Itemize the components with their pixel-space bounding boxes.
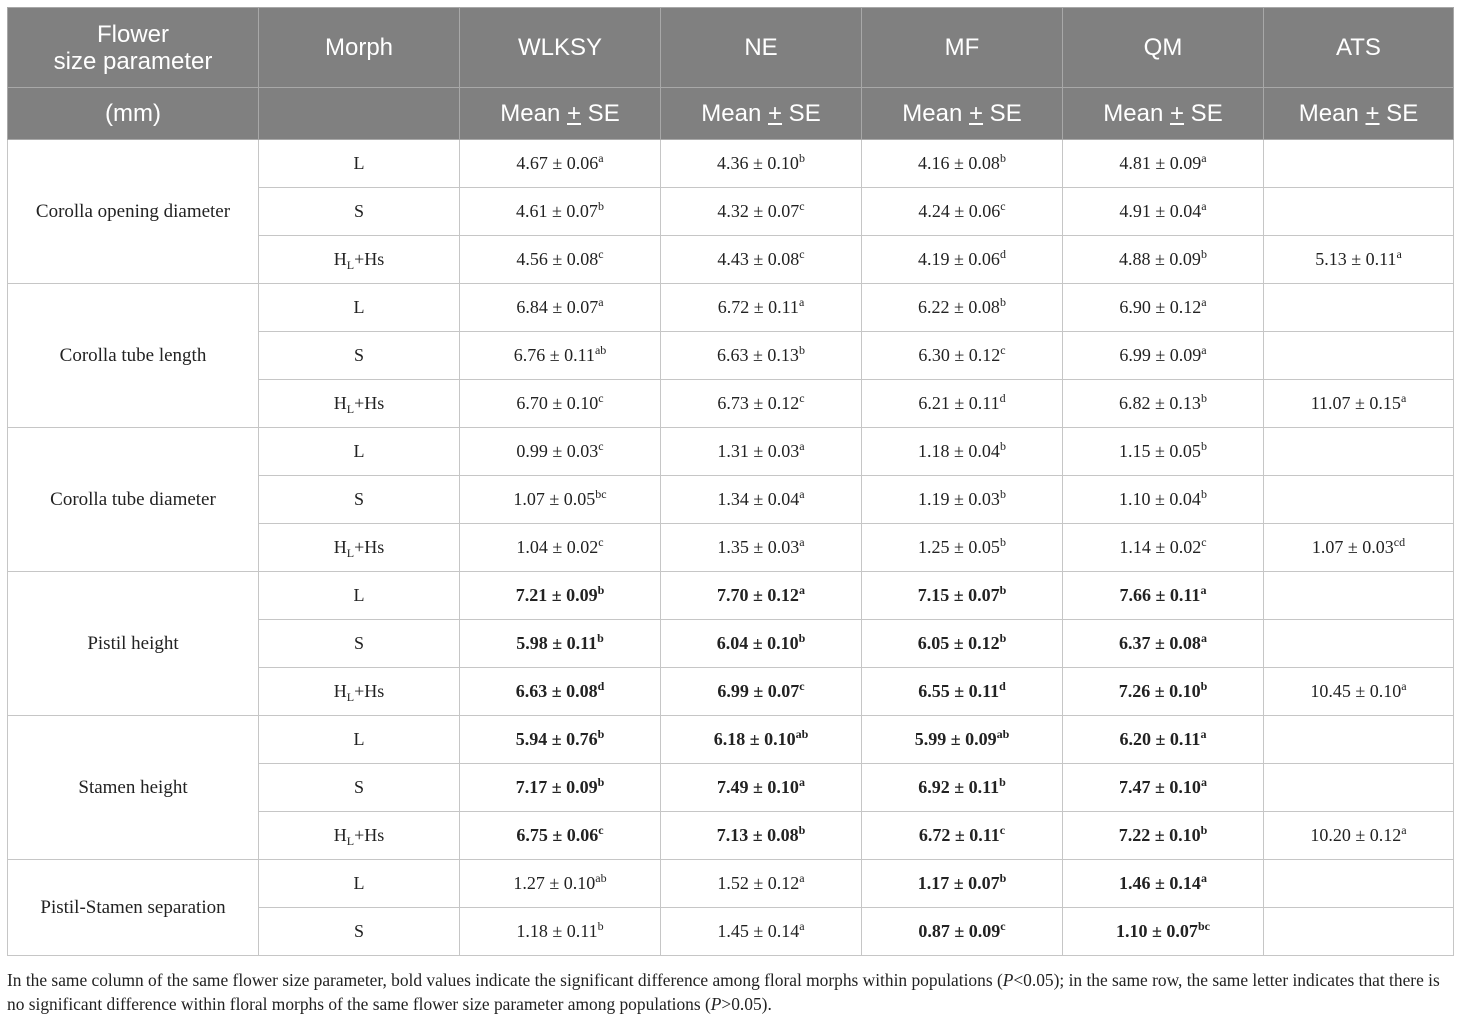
value-cell: 6.37 ± 0.08$^a$ (1063, 620, 1264, 668)
value-cell: 1.19 ± 0.03$^b$ (862, 476, 1063, 524)
value-cell: 1.46 ± 0.14$^a$ (1063, 860, 1264, 908)
header-pop-mf: MF (862, 8, 1063, 88)
value-cell: 6.82 ± 0.13$^b$ (1063, 380, 1264, 428)
table-row (8, 140, 1454, 188)
value-cell: 1.07 ± 0.03$^{cd}$ (1264, 524, 1454, 572)
value-cell (1264, 284, 1454, 332)
value-cell: 1.18 ± 0.04$^b$ (862, 428, 1063, 476)
value-cell: 7.21 ± 0.09$^b$ (460, 572, 661, 620)
value-cell (1264, 716, 1454, 764)
value-cell: 1.52 ± 0.12$^a$ (661, 860, 862, 908)
value-cell: 6.55 ± 0.11$^d$ (862, 668, 1063, 716)
value-cell (1264, 140, 1454, 188)
value-cell: 5.98 ± 0.11$^b$ (460, 620, 661, 668)
morph-cell: $H_L+Hs$ (259, 668, 460, 716)
value-cell: 1.07 ± 0.05$^{bc}$ (460, 476, 661, 524)
value-cell: 6.92 ± 0.11$^b$ (862, 764, 1063, 812)
header-param-unit: (mm) (8, 88, 259, 140)
value-cell: 7.15 ± 0.07$^b$ (862, 572, 1063, 620)
value-cell: 1.31 ± 0.03$^a$ (661, 428, 862, 476)
value-cell: 6.99 ± 0.07$^c$ (661, 668, 862, 716)
morph-cell: L (259, 140, 460, 188)
value-cell: 7.70 ± 0.12$^a$ (661, 572, 862, 620)
value-cell: 1.10 ± 0.04$^b$ (1063, 476, 1264, 524)
value-cell: 1.25 ± 0.05$^b$ (862, 524, 1063, 572)
morph-cell: S (259, 476, 460, 524)
value-cell: 6.70 ± 0.10$^c$ (460, 380, 661, 428)
header-param-line2: size parameter (53, 47, 213, 75)
morph-cell: L (259, 428, 460, 476)
value-cell (1264, 332, 1454, 380)
value-cell (1264, 764, 1454, 812)
value-cell (1264, 428, 1454, 476)
param-label: Pistil-Stamen separation (8, 860, 259, 956)
table-row (8, 284, 1454, 332)
value-cell: 1.35 ± 0.03$^a$ (661, 524, 862, 572)
header-row-sub (8, 88, 1454, 140)
table-row (8, 428, 1454, 476)
table-footnote: In the same column of the same flower size parameter, bold values indicate the significant difference among floral morphs within populations (P<0.05); in the same row, the same letter indicates that there is no significant difference within floral morphs of the same flower size parameter among populations (P>0.05). (7, 970, 1440, 1014)
header-pop-ne: NE (661, 8, 862, 88)
header-morph-blank (259, 88, 460, 140)
value-cell: 6.84 ± 0.07$^a$ (460, 284, 661, 332)
header-morph: Morph (259, 8, 460, 88)
value-cell (1264, 908, 1454, 956)
value-cell: 6.05 ± 0.12$^b$ (862, 620, 1063, 668)
value-cell: 10.20 ± 0.12$^a$ (1264, 812, 1454, 860)
morph-cell: L (259, 860, 460, 908)
value-cell: 7.13 ± 0.08$^b$ (661, 812, 862, 860)
value-cell: 1.27 ± 0.10$^{ab}$ (460, 860, 661, 908)
value-cell (1264, 188, 1454, 236)
value-cell: 6.21 ± 0.11$^d$ (862, 380, 1063, 428)
value-cell: 6.22 ± 0.08$^b$ (862, 284, 1063, 332)
table-row (8, 572, 1454, 620)
value-cell: 7.66 ± 0.11$^a$ (1063, 572, 1264, 620)
morph-cell: S (259, 188, 460, 236)
header-pop-wlksy: WLKSY (460, 8, 661, 88)
header-stat: Mean + SE (1264, 88, 1454, 140)
header-stat: Mean + SE (460, 88, 661, 140)
value-cell: 5.99 ± 0.09$^{ab}$ (862, 716, 1063, 764)
value-cell: 6.90 ± 0.12$^a$ (1063, 284, 1264, 332)
header-param-line1: Flower (96, 20, 169, 48)
value-cell: 4.56 ± 0.08$^c$ (460, 236, 661, 284)
morph-cell: S (259, 620, 460, 668)
morph-cell: S (259, 908, 460, 956)
table-body (8, 140, 1454, 956)
value-cell: 4.19 ± 0.06$^d$ (862, 236, 1063, 284)
morph-cell: L (259, 572, 460, 620)
header-stat: Mean + SE (1063, 88, 1264, 140)
value-cell (1264, 620, 1454, 668)
value-cell: 1.10 ± 0.07$^{bc}$ (1063, 908, 1264, 956)
value-cell: 6.99 ± 0.09$^a$ (1063, 332, 1264, 380)
value-cell: 4.36 ± 0.10$^b$ (661, 140, 862, 188)
value-cell (1264, 860, 1454, 908)
value-cell: 11.07 ± 0.15$^a$ (1264, 380, 1454, 428)
header-param (8, 8, 259, 88)
header-pop-qm: QM (1063, 8, 1264, 88)
value-cell: 5.13 ± 0.11$^a$ (1264, 236, 1454, 284)
value-cell: 6.72 ± 0.11$^c$ (862, 812, 1063, 860)
param-label: Corolla tube length (8, 284, 259, 428)
param-label: Pistil height (8, 572, 259, 716)
value-cell: 1.18 ± 0.11$^b$ (460, 908, 661, 956)
value-cell: 7.49 ± 0.10$^a$ (661, 764, 862, 812)
value-cell: 1.14 ± 0.02$^c$ (1063, 524, 1264, 572)
value-cell: 7.26 ± 0.10$^b$ (1063, 668, 1264, 716)
flower-size-table (7, 7, 1454, 956)
value-cell: 6.73 ± 0.12$^c$ (661, 380, 862, 428)
morph-cell: L (259, 716, 460, 764)
table-row (8, 716, 1454, 764)
param-label: Corolla tube diameter (8, 428, 259, 572)
value-cell: 6.30 ± 0.12$^c$ (862, 332, 1063, 380)
value-cell: 1.45 ± 0.14$^a$ (661, 908, 862, 956)
header-stat: Mean + SE (862, 88, 1063, 140)
header-pop-ats: ATS (1264, 8, 1454, 88)
value-cell: 4.67 ± 0.06$^a$ (460, 140, 661, 188)
morph-cell: S (259, 332, 460, 380)
value-cell: 6.75 ± 0.06$^c$ (460, 812, 661, 860)
value-cell: 0.87 ± 0.09$^c$ (862, 908, 1063, 956)
value-cell: 6.72 ± 0.11$^a$ (661, 284, 862, 332)
value-cell: 6.63 ± 0.13$^b$ (661, 332, 862, 380)
value-cell: 6.63 ± 0.08$^d$ (460, 668, 661, 716)
value-cell: 4.16 ± 0.08$^b$ (862, 140, 1063, 188)
header-stat: Mean + SE (661, 88, 862, 140)
param-label: Stamen height (8, 716, 259, 860)
morph-cell: $H_L+Hs$ (259, 236, 460, 284)
value-cell: 4.88 ± 0.09$^b$ (1063, 236, 1264, 284)
value-cell: 1.04 ± 0.02$^c$ (460, 524, 661, 572)
value-cell: 6.20 ± 0.11$^a$ (1063, 716, 1264, 764)
value-cell: 6.18 ± 0.10$^{ab}$ (661, 716, 862, 764)
value-cell: 7.22 ± 0.10$^b$ (1063, 812, 1264, 860)
value-cell: 7.17 ± 0.09$^b$ (460, 764, 661, 812)
value-cell: 4.24 ± 0.06$^c$ (862, 188, 1063, 236)
value-cell: 4.43 ± 0.08$^c$ (661, 236, 862, 284)
value-cell: 10.45 ± 0.10$^a$ (1264, 668, 1454, 716)
value-cell: 4.32 ± 0.07$^c$ (661, 188, 862, 236)
morph-cell: $H_L+Hs$ (259, 812, 460, 860)
morph-cell: $H_L+Hs$ (259, 380, 460, 428)
morph-cell: S (259, 764, 460, 812)
value-cell (1264, 572, 1454, 620)
value-cell: 4.81 ± 0.09$^a$ (1063, 140, 1264, 188)
value-cell: 0.99 ± 0.03$^c$ (460, 428, 661, 476)
value-cell: 6.76 ± 0.11$^{ab}$ (460, 332, 661, 380)
value-cell: 1.17 ± 0.07$^b$ (862, 860, 1063, 908)
value-cell: 6.04 ± 0.10$^b$ (661, 620, 862, 668)
table-row (8, 860, 1454, 908)
value-cell (1264, 476, 1454, 524)
value-cell: 1.15 ± 0.05$^b$ (1063, 428, 1264, 476)
param-label: Corolla opening diameter (8, 140, 259, 284)
value-cell: 5.94 ± 0.76$^b$ (460, 716, 661, 764)
value-cell: 4.91 ± 0.04$^a$ (1063, 188, 1264, 236)
value-cell: 7.47 ± 0.10$^a$ (1063, 764, 1264, 812)
morph-cell: L (259, 284, 460, 332)
value-cell: 4.61 ± 0.07$^b$ (460, 188, 661, 236)
value-cell: 1.34 ± 0.04$^a$ (661, 476, 862, 524)
header-row-main (8, 8, 1454, 88)
morph-cell: $H_L+Hs$ (259, 524, 460, 572)
